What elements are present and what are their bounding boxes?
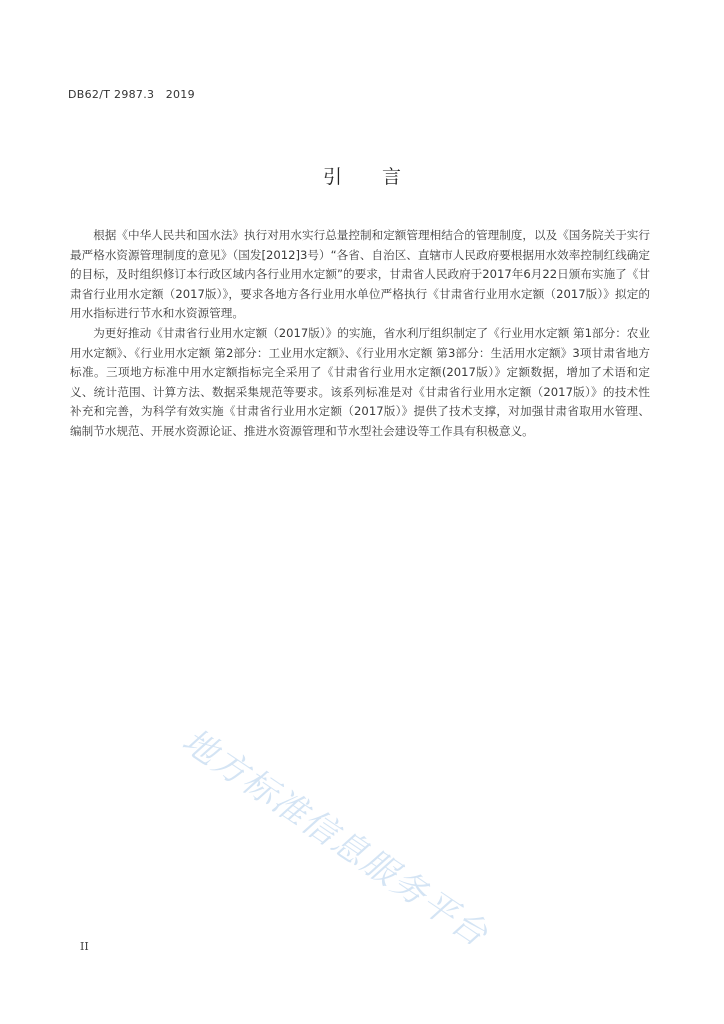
paragraph-2: 为更好推动《甘肃省行业用水定额（2017版）》的实施，省水利厅组织制定了《行业用水定额 第1部分：农业用水定额》、《行业用水定额 第2部分：工业用水定额》、《行业用水定额 第3部分：生活用水定额》3项甘肃省地方标准。三项地方标准中用水定额指标完全采用了《甘肃省行业用水定额(2017版）》定额数据，增加了术语和定义、统计范围、计算方法、数据采集规范等要求。该系列标准是对《甘肃省行业用水定额（2017版）》的技术性补充和完善，为科学有效实施《甘肃省行业用水定额（2017版）》提供了技术支撑，对加强甘肃省取用水管理、编制节水规范、开展水资源论证、推进水资源管理和节水型社会建设等工作具有积极意义。 <box>70 325 650 438</box>
introduction-body <box>70 226 650 442</box>
paragraph-1: 根据《中华人民共和国水法》执行对用水实行总量控制和定额管理相结合的管理制度，以及《国务院关于实行最严格水资源管理制度的意见》（国发[2012]3号）“各省、自治区、直辖市人民政府要根据用水效率控制红线确定的目标，及时组织修订本行政区域内各行业用水定额”的要求，甘肃省人民政府于2017年6月22日颁布实施了《甘肃省行业用水定额（2017版）》，要求各地方各行业用水单位严格执行《甘肃省行业用水定额（2017版）》拟定的用水指标进行节水和水资源管理。 <box>70 228 650 321</box>
page-title: 引言 <box>322 166 441 188</box>
page-number: II <box>80 940 89 953</box>
standard-code: DB62/T 2987.3 2019 <box>68 88 195 101</box>
watermark-text: 地方标准信息服务平台 <box>174 720 496 956</box>
